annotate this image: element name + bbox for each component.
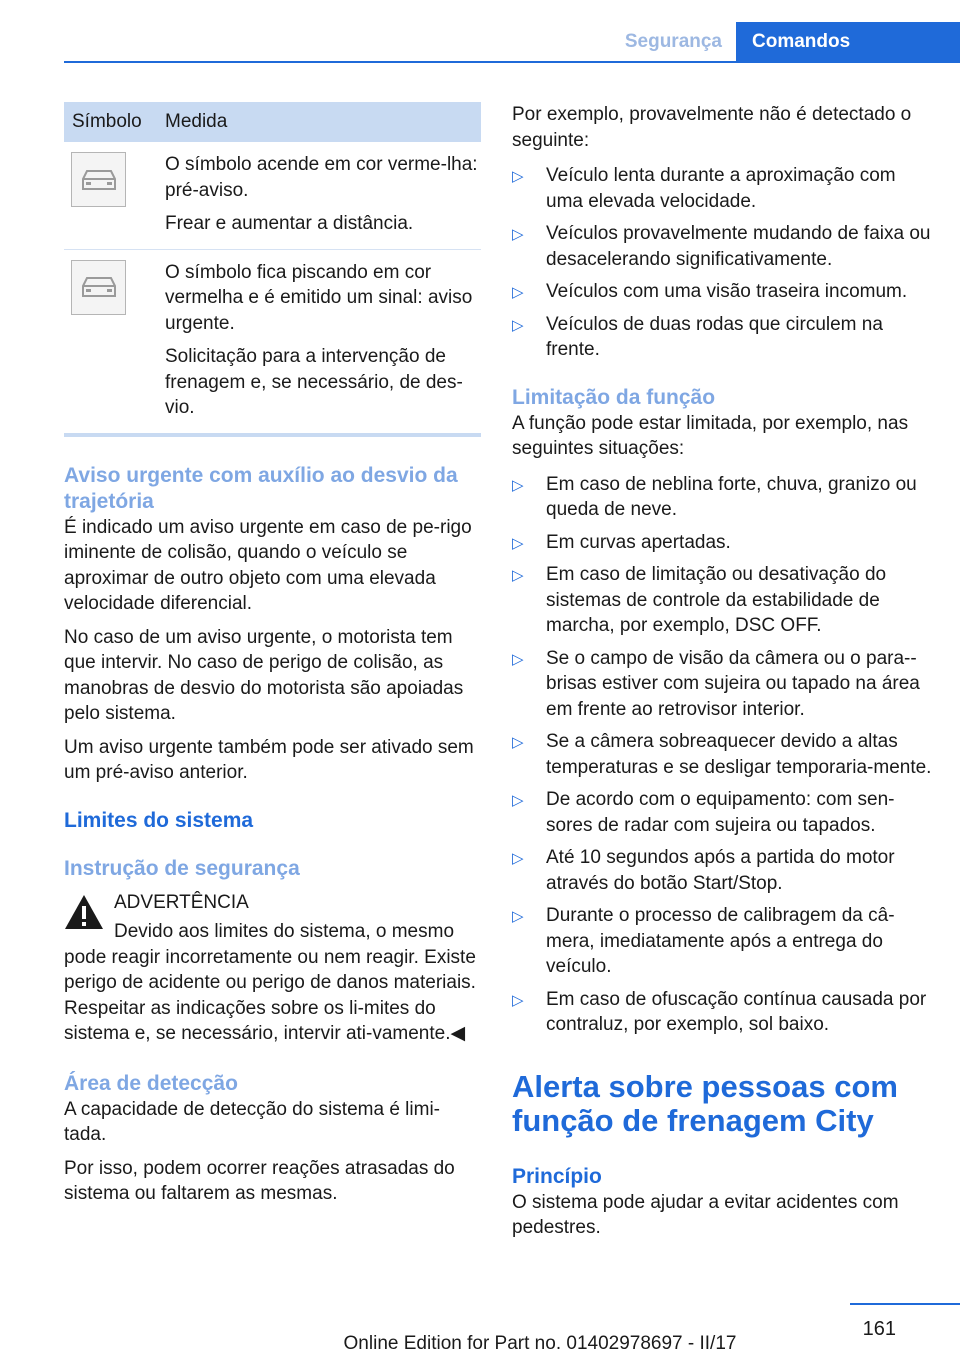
- list-item: ▷ Em caso de limitação ou desativação do sistemas de controle da estabilidade de marcha, por exemplo, DSC OFF.: [512, 564, 887, 636]
- edition-note: Online Edition for Part no. 01402978697 - II/17: [343, 1333, 737, 1354]
- warning-text: Devido aos limites do sistema, o mesmo pode reagir incorretamente ou nem reagir. Existe perigo de acidente ou perigo de danos materiais. Respeitar as indicações sobre os li-mites do sistema e, se necessário, intervir ati-vamente.◀: [64, 921, 476, 1044]
- paragraph: A capacidade de detecção do sistema é limi-tada.: [64, 1098, 440, 1145]
- right-column: [512, 102, 932, 1241]
- table-cell-text: Solicitação para a intervenção de frenagem e, se necessário, de des-vio.: [165, 346, 463, 418]
- list-item: ▷ Veículos provavelmente mudando de faixa ou desacelerando significativamente.: [512, 223, 931, 270]
- page-header: [0, 0, 960, 62]
- symbol-table: [64, 102, 481, 433]
- paragraph: A função pode estar limitada, por exemplo, nas seguintes situações:: [512, 412, 909, 459]
- list-item: ▷ Se o campo de visão da câmera ou o para--brisas estiver com sujeira ou tapado na área em frente ao retrovisor interior.: [512, 647, 920, 720]
- car-icon: [71, 260, 126, 315]
- list-item: ▷ Durante o processo de calibragem da câ-mera, imediatamente após a entrega do veículo.: [512, 905, 895, 977]
- list-item: ▷ Veículos com uma visão traseira incomum.: [512, 279, 932, 305]
- heading-urgent-warning: Aviso urgente com auxílio ao desvio da trajetória: [64, 463, 458, 513]
- triangle-bullet-icon: ▷: [512, 226, 524, 243]
- paragraph: Por exemplo, provavelmente não é detectado o seguinte:: [512, 104, 912, 151]
- paragraph: É indicado um aviso urgente em caso de pe-rigo iminente de colisão, quando o veículo se aproximar de outro objeto com uma elevada velocidade diferencial.: [64, 516, 472, 614]
- heading-function-limitation: Limitação da função: [512, 385, 716, 409]
- undetected-list: [512, 163, 932, 363]
- heading-system-limits: Limites do sistema: [64, 808, 254, 832]
- table-bottom-rule: [64, 433, 481, 437]
- paragraph: Um aviso urgente também pode ser ativado sem um pré-aviso anterior.: [64, 736, 474, 783]
- paragraph: Por isso, podem ocorrer reações atrasadas do sistema ou faltarem as mesmas.: [64, 1157, 455, 1204]
- section-tab[interactable]: Segurança: [624, 31, 722, 52]
- list-item: ▷ Em caso de ofuscação contínua causada por contraluz, por exemplo, sol baixo.: [512, 988, 927, 1035]
- triangle-bullet-icon: ▷: [512, 734, 524, 751]
- chapter-tab[interactable]: Comandos: [736, 22, 960, 62]
- table-row: [64, 142, 481, 249]
- list-item: ▷ Veículos de duas rodas que circulem na frente.: [512, 313, 883, 360]
- list-item: ▷ Em caso de neblina forte, chuva, granizo ou queda de neve.: [512, 473, 917, 520]
- table-row: [64, 249, 481, 433]
- triangle-bullet-icon: ▷: [512, 476, 524, 494]
- heading-detection-area: Área de detecção: [64, 1071, 238, 1095]
- triangle-bullet-icon: ▷: [512, 991, 524, 1009]
- heading-principle: Princípio: [512, 1164, 602, 1188]
- left-column: [64, 102, 481, 1207]
- heading-pedestrian-alert: Alerta sobre pessoas com função de frenagem City: [512, 1068, 898, 1138]
- table-header-measure: Medida: [165, 102, 481, 142]
- list-item: ▷ Em curvas apertadas.: [512, 530, 932, 556]
- triangle-bullet-icon: ▷: [512, 567, 524, 584]
- list-item: ▷ Se a câmera sobreaquecer devido a altas temperaturas e se desligar temporaria-mente.: [512, 731, 932, 778]
- triangle-bullet-icon: ▷: [512, 168, 524, 185]
- triangle-bullet-icon: ▷: [512, 908, 524, 925]
- triangle-bullet-icon: ▷: [512, 650, 524, 668]
- table-cell-text: O símbolo acende em cor verme-lha: pré-aviso.: [165, 154, 478, 201]
- triangle-bullet-icon: ▷: [512, 850, 524, 867]
- page-number: 161: [862, 1318, 896, 1340]
- warning-title: ADVERTÊNCIA: [114, 891, 249, 913]
- triangle-bullet-icon: ▷: [512, 534, 524, 552]
- header-rule: [64, 61, 960, 63]
- table-cell-text: O símbolo fica piscando em cor vermelha e é emitido um sinal: aviso urgente.: [165, 261, 473, 334]
- paragraph: No caso de um aviso urgente, o motorista tem que intervir. No caso de perigo de colisão, as manobras de desvio do motorista são apoiadas pelo sistema.: [64, 626, 464, 724]
- list-item: ▷ De acordo com o equipamento: com sen-sores de radar com sujeira ou tapados.: [512, 789, 895, 836]
- table-header-symbol: Símbolo: [64, 102, 165, 142]
- triangle-bullet-icon: ▷: [512, 284, 524, 301]
- limitation-list: [512, 472, 932, 1038]
- table-cell-text: Frear e aumentar a distância.: [165, 213, 414, 234]
- footer-rule: [850, 1303, 960, 1305]
- paragraph: O sistema pode ajudar a evitar acidentes com pedestres.: [512, 1191, 899, 1238]
- car-icon: [71, 152, 126, 207]
- triangle-bullet-icon: ▷: [512, 792, 524, 809]
- warning-block: [64, 890, 481, 916]
- list-item: ▷ Até 10 segundos após a partida do motor através do botão Start/Stop.: [512, 847, 895, 894]
- warning-triangle-icon: [64, 894, 104, 935]
- list-item: ▷ Veículo lenta durante a aproximação com uma elevada velocidade.: [512, 165, 896, 212]
- triangle-bullet-icon: ▷: [512, 316, 524, 334]
- heading-safety-instruction: Instrução de segurança: [64, 856, 300, 880]
